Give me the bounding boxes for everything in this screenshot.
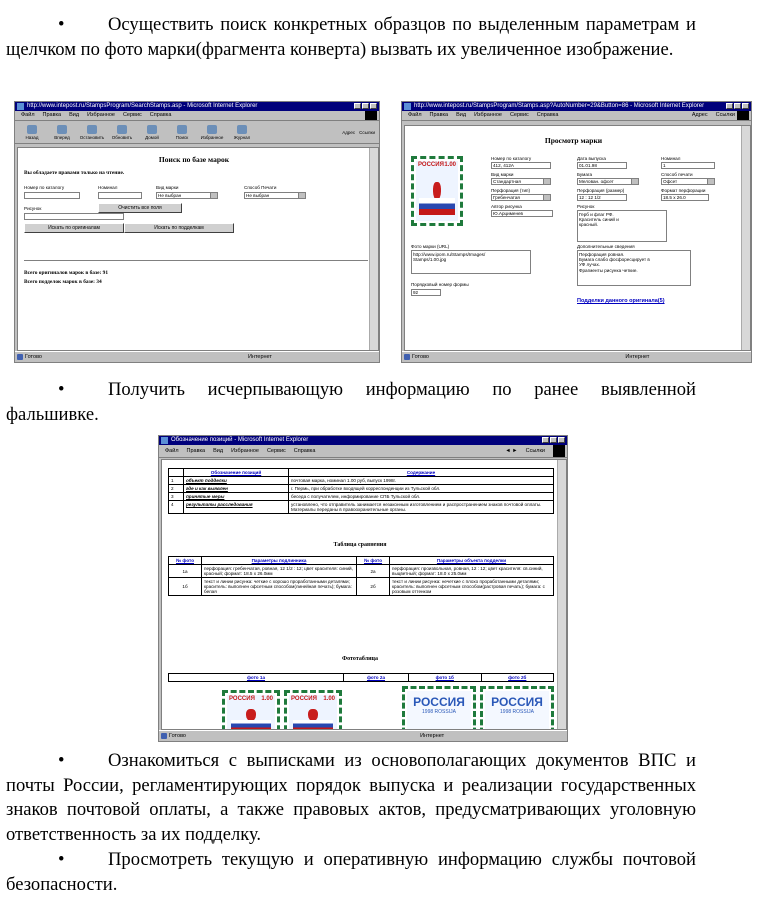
stamp-photo-1a[interactable]: РОССИЯ 1.00 [222,690,280,730]
window-controls[interactable] [542,437,565,443]
browser-window-stamp [401,101,752,363]
bullet: • [58,14,65,35]
menu-bar [15,111,379,121]
bullet: • [58,849,65,870]
search-button[interactable]: Поиск [169,125,195,140]
table-row: 1 объект подделки почтовая марка, номинал 1.00 руб, выпуск 1998г. [169,477,554,485]
window-controls[interactable] [354,103,377,109]
menu-tools[interactable]: Сервис [266,448,286,454]
menu-help[interactable]: Справка [149,112,172,118]
title-bar: Обозначение позиций - Microsoft Internet Explorer [159,436,567,445]
order-label: Порядковый номер формы [411,282,469,287]
zone-label: Интернет [420,733,445,739]
type-select[interactable]: Стандартная [491,178,551,185]
clear-button[interactable]: Очистить все поля [98,203,182,213]
catalog-input[interactable]: 412, 412А [491,162,551,169]
menu-edit[interactable]: Правка [186,448,206,454]
bullet: • [58,750,65,771]
address-label: Адрес [342,129,356,135]
page-content [161,459,567,730]
page-title: Поиск по базе марок [158,155,230,164]
links-label[interactable]: Ссылки [525,448,545,454]
menu-file[interactable]: Файл [165,448,179,454]
flag-icon [231,720,271,730]
close-icon [370,103,377,109]
title-bar: http://www.intepost.ru/StampsProgram/SearchStamps.asp - Microsoft Internet Explorer [15,102,379,111]
stamp-photo-2b[interactable]: РОССИЯ 1998 ROSSIJA [480,686,554,730]
format-label: Формат перфорации [661,188,706,193]
minimize-icon [354,103,361,109]
print-select[interactable]: Офсет [661,178,715,185]
drawing-input[interactable] [24,213,124,220]
photo-1a-link[interactable]: фото 1а [169,674,344,682]
divider [24,260,368,261]
forward-icon [57,125,67,134]
col-pos: Обозначение позиций [184,469,289,477]
back-icon[interactable]: ◄ ► [505,448,518,454]
extra-label: Дополнительные сведения [577,244,635,249]
stop-icon [87,125,97,134]
search-fakes-button[interactable]: Искать по подделкам [124,223,234,233]
catalog-label: Номер по каталогу [24,185,65,190]
page-title: Просмотр марки [544,136,603,145]
forward-button[interactable]: Вперед [49,125,75,140]
refresh-button[interactable]: Обновить [109,125,135,140]
photo-1b-link[interactable]: фото 1б [409,674,482,682]
address-label: Адрес [691,112,708,118]
paragraph-documents [6,749,696,847]
windows-logo-icon [553,445,565,457]
designation-table [168,468,554,514]
paragraph-text: Осуществить поиск конкретных образцов по выделенным параметрам и щелчком по фото марки(фрагмента конверта) вызвать их увеличенное изображение. [6,14,696,60]
menu-edit[interactable]: Правка [42,112,62,118]
zone-label: Интернет [625,354,650,360]
type-label: Вид марки [491,172,514,177]
paper-label: Бумага [577,172,593,177]
menu-view[interactable]: Вид [69,112,80,118]
table-row: 2 где и как выявлен г. Пермь, при обработке входящей корреспонденции из Тульской обл. [169,485,554,493]
windows-logo-icon [737,111,749,120]
menu-favorites[interactable]: Избранное [231,448,259,454]
zone-label: Интернет [247,354,272,360]
links-label[interactable]: Ссылки [359,129,375,135]
close-icon [742,103,749,109]
maximize-icon [362,103,369,109]
windows-logo-icon [365,111,377,120]
menu-help[interactable]: Справка [536,112,559,118]
page-icon [404,354,410,360]
paper-select[interactable]: Мелован. офсет [577,178,639,185]
photo-table [168,673,554,682]
maximize-icon [734,103,741,109]
stamp-photo-2a[interactable]: РОССИЯ 1.00 [284,690,342,730]
url-label: Фото марки (URL) [411,244,450,249]
print-select[interactable]: Не выбран [244,192,306,199]
total-fakes: Всего подделок марок в базе: 34 [24,279,102,285]
flag-icon [419,198,454,215]
table-row: 3 принятые меры беседа с получателем, информирование СПБ Тульской обл. [169,493,554,501]
close-icon [558,437,565,443]
menu-view[interactable]: Вид [456,112,467,118]
menu-bar [159,445,567,458]
compare-title: Таблица сравнения [333,542,387,548]
paragraph-security-info [6,848,696,897]
nominal-label: Номинал [98,185,118,190]
perf-type-label: Перфорация (тип) [491,188,531,193]
drawing-label: Рисунок [24,206,42,211]
menu-file[interactable]: Файл [21,112,35,118]
menu-help[interactable]: Справка [293,448,316,454]
col-content: Содержание [289,469,554,477]
rights-text: Вы обладаете правами только на чтение. [24,170,125,176]
search-originals-button[interactable]: Искать по оригиналам [24,223,124,233]
links-label[interactable]: Ссылки [715,112,735,118]
status-bar: Готово Интернет [159,730,567,741]
menu-file[interactable]: Файл [408,112,422,118]
nominal-input[interactable] [98,192,142,199]
fakes-link[interactable]: Подделки данного оригинала(5) [577,298,665,304]
stop-button[interactable]: Остановить [79,125,105,140]
refresh-icon [117,125,127,134]
compare-table: № фото Параметры подлинника № фото Параметры объекта подделки 1а перфорация: гребенчатая, ровная, 12 1/2 : 12; цвет красителя: синий, красный; формат: 18.5 x 26.0мм 2а перфорация: произвольная, ровная, 12 : 12; цвет красителя: св.синий, выцветный; формат: 18.0 x 25.0мм 1б текст и линии рисунка: четкие с хорошо проработанными деталями; краситель: выполнен офсетным способом(линейная печать); бумага: белая 2б текст и линии рисунка: нечеткие с плохо проработанными деталями; краситель: выполнен офсетным способом(растровая печать); бумага: с розовым оттенком [168,556,554,596]
history-icon [237,125,247,134]
total-originals: Всего оригиналов марок в базе: 91 [24,270,109,276]
favorites-icon [207,125,217,134]
catalog-label: Номер по каталогу [491,156,532,161]
paragraph-text: Просмотреть текущую и оперативную информацию службы почтовой безопасности. [6,849,696,895]
photo-2b-link[interactable]: фото 2б [481,674,554,682]
photo-title: Фототаблица [341,656,378,662]
paragraph-text: Ознакомиться с выписками из основополагающих документов ВПС и почты России, регламентирующих порядок выпуска и реализации государственных знаков почтовой оплаты, а также правовых актов, предусматривающих уголовную ответственность за их подделку. [6,750,696,845]
author-label: Автор рисунка [491,204,522,209]
page-content [17,147,379,351]
table-row: 1б текст и линии рисунка: четкие с хорошо проработанными деталями; краситель: выполнен офсетным способом(линейная печать); бумага: белая 2б текст и линии рисунка: нечеткие с плохо проработанными деталями; краситель: выполнен офсетным способом(растровая печать); бумага: с розовым оттенком [169,578,554,596]
search-icon [177,125,187,134]
menu-favorites[interactable]: Избранное [87,112,115,118]
menu-favorites[interactable]: Избранное [474,112,502,118]
author-input[interactable]: Ю.Арцименев [491,210,553,217]
table-row: 4 результаты расследования установлено, что отправитель занимается незаконным изготовлением и распространением знаков почтовой оплаты. Материалы переданы в правоохранительные органы. [169,501,554,514]
bullet: • [58,379,65,400]
browser-window-search [14,101,380,363]
minimize-icon [542,437,549,443]
vertical-scrollbar[interactable] [369,148,378,350]
url-textarea[interactable]: http://www.ipom.ru/Stamps/Images/ Stamps/1.00.jpg [411,250,531,274]
window-controls[interactable] [726,103,749,109]
home-button[interactable]: Домой [139,125,165,140]
status-bar: Готово Интернет [402,351,751,362]
menu-bar [402,111,751,121]
favorites-button[interactable]: Избранное [199,125,225,140]
title-bar: http://www.intepost.ru/StampsProgram/Stamps.asp?AutoNumber=29&Button=86 - Microsoft Internet Explorer [402,102,751,111]
format-input[interactable]: 18.5 x 26.0 [661,194,709,201]
type-select[interactable]: Не выбран [156,192,218,199]
print-label: Способ Печати [244,185,277,190]
drawing-textarea[interactable]: Герб и флаг РФ. Краситель синий и красный. [577,210,667,242]
stamp-photo-1b[interactable]: РОССИЯ 1998 ROSSIJA [402,686,476,730]
maximize-icon [550,437,557,443]
catalog-input[interactable] [24,192,80,199]
date-input[interactable]: 01.01.98 [577,162,627,169]
nominal-label: Номинал [661,156,681,161]
drawing-label: Рисунок [577,204,595,209]
extra-textarea[interactable]: Перфорация ровная. Бумага слабо фосфоресцирует в УФ лучах. Фрагменты рисунка четкие. [577,250,691,286]
page-icon [17,354,23,360]
menu-tools[interactable]: Сервис [122,112,142,118]
ie-icon [404,103,411,110]
minimize-icon [726,103,733,109]
toolbar [15,121,379,144]
status-bar: Готово Интернет [15,351,379,362]
perf-size-label: Перфорация (размер) [577,188,625,193]
paragraph-search [6,13,696,62]
print-label: Способ печати [661,172,693,177]
type-label: Вид марки [156,185,179,190]
menu-view[interactable]: Вид [213,448,224,454]
back-icon [27,125,37,134]
ie-icon [161,437,168,444]
photo-2a-link[interactable]: фото 2а [344,674,409,682]
nominal-input[interactable]: 1 [661,162,715,169]
order-input[interactable]: 92 [411,289,441,296]
flag-icon [293,720,333,730]
stamp-image[interactable]: РОССИЯ 1.00 [411,156,463,226]
menu-tools[interactable]: Сервис [509,112,529,118]
vertical-scrollbar[interactable] [557,460,566,729]
home-icon [147,125,157,134]
page-icon [161,733,167,739]
paragraph-text: Получить исчерпывающую информацию по ранее выявленной фальшивке. [6,379,696,425]
browser-window-designation [158,435,568,742]
paragraph-fake-info [6,378,696,427]
menu-edit[interactable]: Правка [429,112,449,118]
page-content [404,125,751,351]
history-button[interactable]: Журнал [229,125,255,140]
back-button[interactable]: Назад [19,125,45,140]
perf-size-input[interactable]: 12 : 12 1/2 [577,194,627,201]
vertical-scrollbar[interactable] [741,126,750,350]
perf-type-select[interactable]: Гребенчатая [491,194,551,201]
ie-icon [17,103,24,110]
date-label: Дата выпуска [577,156,606,161]
table-row: 1а перфорация: гребенчатая, ровная, 12 1/2 : 12; цвет красителя: синий, красный; формат: 18.5 x 26.0мм 2а перфорация: произвольная, ровная, 12 : 12; цвет красителя: св.синий, выцветный; формат: 18.0 x 25.0мм [169,565,554,578]
